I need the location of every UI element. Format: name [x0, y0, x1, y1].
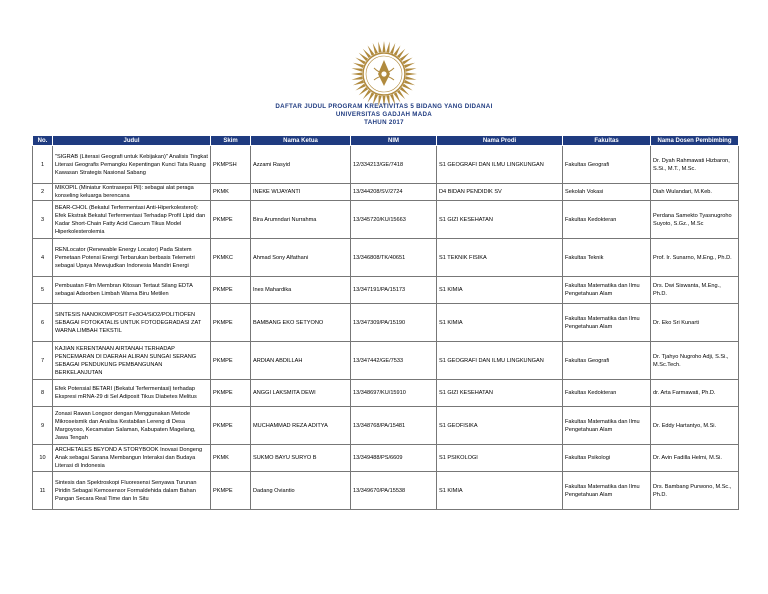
row-nim: 13/344208/SV/2724: [351, 184, 437, 201]
row-nim: 13/348697/KU/15910: [351, 380, 437, 407]
row-dosen: dr. Arta Farmawati, Ph.D.: [651, 380, 739, 407]
row-judul: Zonasi Rawan Longsor dengan Menggunakan Metode Mikroseismik dan Analisa Kestabilan Lereng di Desa Margoyoso, Kecamatan Salaman, Kabupaten Magelang, Jawa Tengah: [53, 407, 211, 445]
row-fakultas: Fakultas Matematika dan Ilmu Pengetahuan Alam: [563, 277, 651, 304]
row-nim: 12/334213/GE/7418: [351, 146, 437, 184]
row-prodi: S1 KIMIA: [437, 472, 563, 510]
row-dosen: Dr. Avin Fadilla Helmi, M.Si.: [651, 445, 739, 472]
row-judul: Pembuatan Film Membran Kitosan Tertaut Silang EDTA sebagai Adsorben Limbah Warna Biru Metilen: [53, 277, 211, 304]
table-row: [33, 445, 739, 472]
row-dosen: Dr. Eko Sri Kunarti: [651, 304, 739, 342]
row-ketua: ARDIAN ABDILLAH: [251, 342, 351, 380]
table-header-row: [33, 136, 739, 146]
row-fakultas: Fakultas Matematika dan Ilmu Pengetahuan Alam: [563, 407, 651, 445]
row-ketua: SUKMO BAYU SURYO B: [251, 445, 351, 472]
row-dosen: Drs. Dwi Siswanta, M.Eng., Ph.D.: [651, 277, 739, 304]
row-fakultas: Fakultas Geografi: [563, 146, 651, 184]
row-prodi: S1 GIZI KESEHATAN: [437, 201, 563, 239]
row-dosen: Dr. Dyah Rahmawati Hizbaron, S.Si., M.T., M.Sc.: [651, 146, 739, 184]
col-header-judul: Judul: [53, 136, 211, 146]
col-header-skim: Skim: [211, 136, 251, 146]
row-no: 11: [33, 472, 53, 510]
col-header-ketua: Nama Ketua: [251, 136, 351, 146]
row-nim: 13/347442/GE/7533: [351, 342, 437, 380]
row-nim: 13/347309/PA/15190: [351, 304, 437, 342]
row-prodi: D4 BIDAN PENDIDIK SV: [437, 184, 563, 201]
row-judul: KAJIAN KERENTANAN AIRTANAH TERHADAP PENCEMARAN DI DAERAH ALIRAN SUNGAI SERANG SEBAGAI PENDUKUNG PEMBANGUNAN BERKELANJUTAN: [53, 342, 211, 380]
table-row: [33, 184, 739, 201]
row-prodi: S1 GEOGRAFI DAN ILMU LINGKUNGAN: [437, 146, 563, 184]
row-skim: PKMPE: [211, 472, 251, 510]
row-no: 8: [33, 380, 53, 407]
table-row: [33, 472, 739, 510]
document-title: DAFTAR JUDUL PROGRAM KREATIVITAS 5 BIDANG YANG DIDANAI: [275, 103, 493, 110]
row-ketua: BAMBANG EKO SETYONO: [251, 304, 351, 342]
row-ketua: Ines Mahardika: [251, 277, 351, 304]
row-fakultas: Fakultas Teknik: [563, 239, 651, 277]
row-no: 1: [33, 146, 53, 184]
table-row: [33, 380, 739, 407]
row-nim: 13/349670/PA/15538: [351, 472, 437, 510]
row-judul: MIKOPIL (Miniatur Kontrasepsi Pil): sebagai alat peraga konseling keluarga berencana: [53, 184, 211, 201]
row-dosen: Dr. Eddy Hartantyo, M.Si.: [651, 407, 739, 445]
row-nim: 13/348768/PA/15481: [351, 407, 437, 445]
row-fakultas: Sekolah Vokasi: [563, 184, 651, 201]
row-nim: 13/346808/TK/40651: [351, 239, 437, 277]
row-no: 7: [33, 342, 53, 380]
row-fakultas: Fakultas Geografi: [563, 342, 651, 380]
row-dosen: Diah Wulandari, M.Keb.: [651, 184, 739, 201]
row-fakultas: Fakultas Matematika dan Ilmu Pengetahuan Alam: [563, 472, 651, 510]
university-logo: [350, 40, 418, 108]
row-no: 9: [33, 407, 53, 445]
row-judul: "SIGRAB (Literasi Geografi untuk Kebijakan)" Analisis Tingkat Literasi Geografis Pemangku Kepentingan Kunci Tata Ruang Kawasan Strategis Nasional Sabang: [53, 146, 211, 184]
row-no: 2: [33, 184, 53, 201]
row-fakultas: Fakultas Matematika dan Ilmu Pengetahuan Alam: [563, 304, 651, 342]
row-skim: PKMPE: [211, 304, 251, 342]
row-skim: PKMPE: [211, 201, 251, 239]
row-skim: PKMK: [211, 445, 251, 472]
row-judul: SINTESIS NANOKOMPOSIT Fe3O4/SiO2/POLITIOFEN SEBAGAI FOTOKATALIS UNTUK FOTODEGRADASI ZAT WARNA LIMBAH TEKSTIL: [53, 304, 211, 342]
row-ketua: MUCHAMMAD REZA ADITYA: [251, 407, 351, 445]
row-prodi: S1 GIZI KESEHATAN: [437, 380, 563, 407]
col-header-fakultas: Fakultas: [563, 136, 651, 146]
table-row: [33, 201, 739, 239]
row-skim: PKMPE: [211, 407, 251, 445]
row-skim: PKMPSH: [211, 146, 251, 184]
row-fakultas: Fakultas Psikologi: [563, 445, 651, 472]
row-ketua: ANGGI LAKSMITA DEWI: [251, 380, 351, 407]
row-prodi: S1 GEOFISIKA: [437, 407, 563, 445]
row-dosen: Drs. Bambang Purwono, M.Sc., Ph.D.: [651, 472, 739, 510]
table-row: [33, 407, 739, 445]
row-fakultas: Fakultas Kedokteran: [563, 201, 651, 239]
table-row: [33, 239, 739, 277]
row-prodi: S1 TEKNIK FISIKA: [437, 239, 563, 277]
row-judul: Sintesis dan Spektroskopi Fluoresensi Senyawa Turunan Piridin Sebagai Kemosensor Formaldehida dalam Bahan Pangan Secara Real Time dan In Situ: [53, 472, 211, 510]
row-no: 6: [33, 304, 53, 342]
row-nim: 13/349488/PS/6609: [351, 445, 437, 472]
row-prodi: S1 PSIKOLOGI: [437, 445, 563, 472]
row-skim: PKMPE: [211, 342, 251, 380]
row-fakultas: Fakultas Kedokteran: [563, 380, 651, 407]
proposal-table: [32, 135, 739, 510]
row-no: 5: [33, 277, 53, 304]
table-row: [33, 146, 739, 184]
row-ketua: Ahmad Sony Alfathani: [251, 239, 351, 277]
row-dosen: Dr. Tjahyo Nugroho Adji, S.Si., M.Sc.Tech.: [651, 342, 739, 380]
row-no: 4: [33, 239, 53, 277]
row-prodi: S1 KIMIA: [437, 277, 563, 304]
row-nim: 13/345720/KU/15663: [351, 201, 437, 239]
row-skim: PKMKC: [211, 239, 251, 277]
col-header-prodi: Nama Prodi: [437, 136, 563, 146]
row-judul: Efek Potensial BETARI (Bekatul Terfermentasi) terhadap Ekspresi mRNA-29 di Sel Adiposit Tikus Diabetes Melitus: [53, 380, 211, 407]
row-skim: PKMPE: [211, 380, 251, 407]
row-ketua: INEKE WIJAYANTI: [251, 184, 351, 201]
row-dosen: Prof. Ir. Sunarno, M.Eng., Ph.D.: [651, 239, 739, 277]
table-row: [33, 304, 739, 342]
row-judul: BEAR-CHOL (Bekatul Terfermentasi Anti-Hiperkolesterol): Efek Ekstrak Bekatul Terfermentasi Terhadap Profil Lipid dan Kadar Short-Chain Fatty Acid Caecum Tikus Model Hiperkolesterolemia: [53, 201, 211, 239]
document-year: TAHUN 2017: [364, 119, 404, 126]
col-header-no: No.: [33, 136, 53, 146]
row-nim: 13/347191/PA/15173: [351, 277, 437, 304]
row-no: 3: [33, 201, 53, 239]
row-prodi: S1 GEOGRAFI DAN ILMU LINGKUNGAN: [437, 342, 563, 380]
row-skim: PKMK: [211, 184, 251, 201]
row-ketua: Dadang Oviantio: [251, 472, 351, 510]
row-dosen: Perdana Samekto Tyasnugroho Suyoto, S.Gz., M.Sc: [651, 201, 739, 239]
row-judul: ARCHETALES BEYOND A STORYBOOK Inovasi Dongeng Anak sebagai Sarana Membangun Interaksi dan Budaya Literasi di Indonesia: [53, 445, 211, 472]
row-ketua: Azzami Rasyid: [251, 146, 351, 184]
row-no: 10: [33, 445, 53, 472]
table-row: [33, 277, 739, 304]
row-prodi: S1 KIMIA: [437, 304, 563, 342]
row-judul: RENLocator (Renewable Energy Locator) Pada Sistem Pemetaan Potensi Energi Terbarukan berbasis Telemetri sebagai Upaya Mewujudkan Indonesia Mandiri Energi: [53, 239, 211, 277]
table-row: [33, 342, 739, 380]
col-header-nim: NIM: [351, 136, 437, 146]
row-skim: PKMPE: [211, 277, 251, 304]
col-header-dosen: Nama Dosen Pembimbing: [651, 136, 739, 146]
university-name: UNIVERSITAS GADJAH MADA: [335, 111, 433, 118]
row-ketua: Bira Arumndari Nurrahma: [251, 201, 351, 239]
